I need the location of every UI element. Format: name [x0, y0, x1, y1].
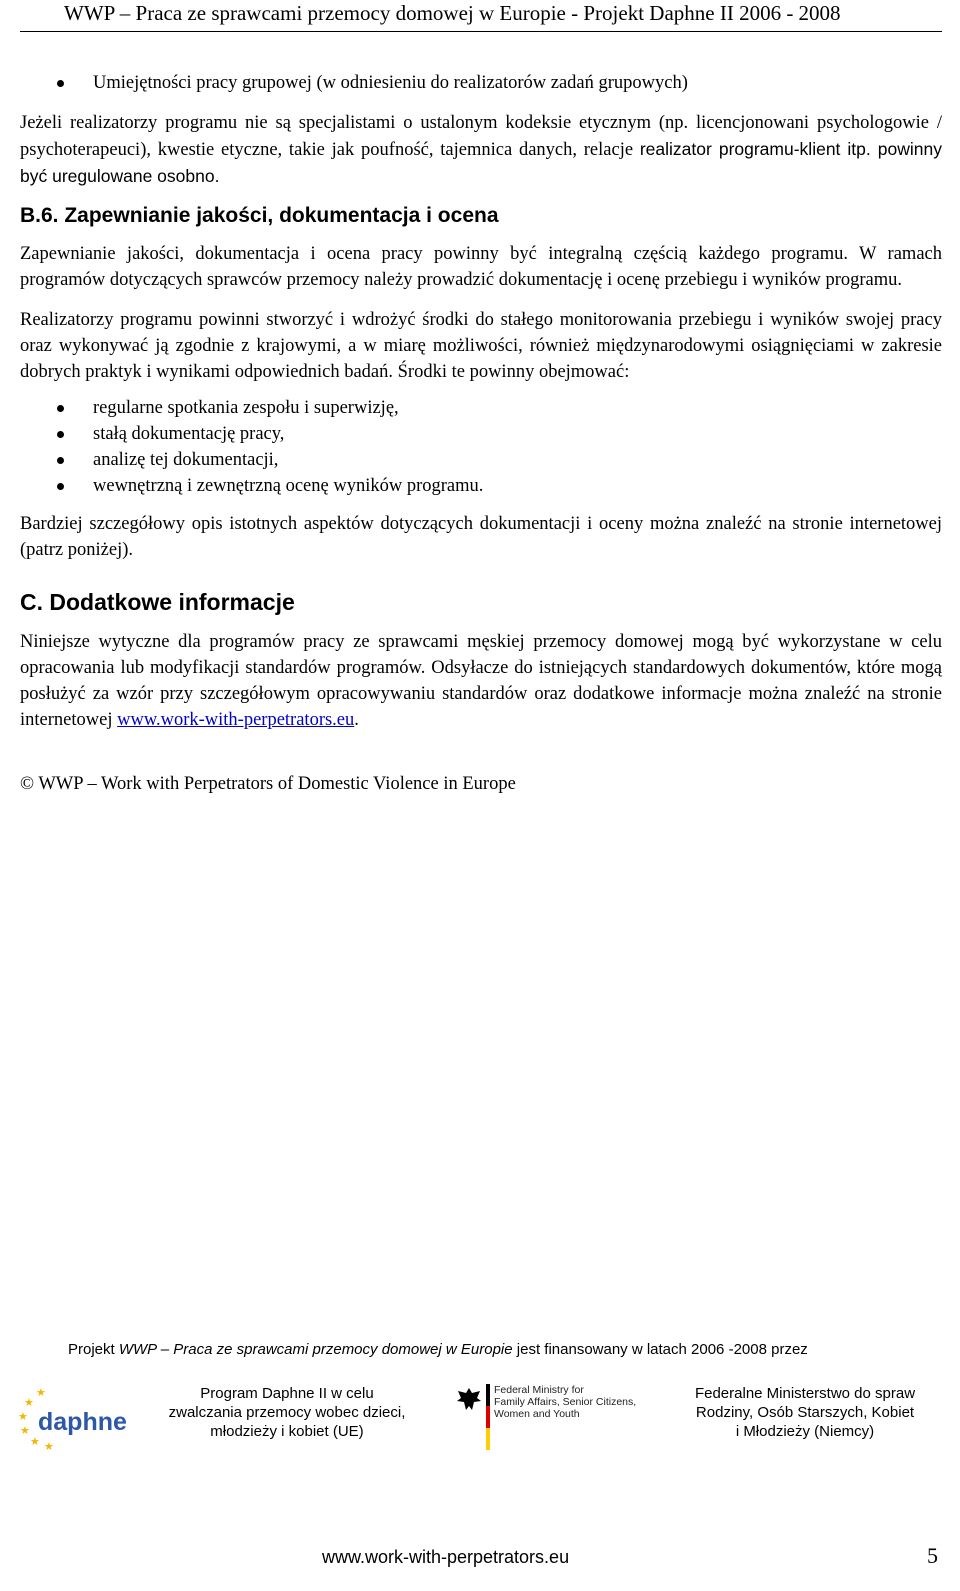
ministry-logo-line: Women and Youth	[494, 1408, 580, 1420]
list-item-text: stałą dokumentację pracy,	[93, 424, 285, 444]
daphne-program-info	[152, 1384, 422, 1441]
monitoring-paragraph: Realizatorzy programu powinni stworzyć i wdrożyć środki do stałego monitorowania przebiegu i wyników swojej pracy oraz wykonywać ją zgodnie z krajowymi, a w miarę możliwości, również międzynarodowymi osiągnięciami w zakresie dobrych praktyk i wynikami odpowiednich badań. Środki te powinny obejmować:	[20, 310, 942, 382]
list-item	[20, 395, 942, 421]
daphne-line: młodzieży i kobiet (UE)	[210, 1423, 364, 1440]
svg-text:★: ★	[36, 1386, 46, 1399]
sentence-end: .	[354, 710, 359, 730]
ministry-logo-line: Federal Ministry for	[494, 1384, 584, 1396]
list-item-text: Umiejętności pracy grupowej (w odniesieniu do realizatorów zadań grupowych)	[93, 73, 688, 93]
website-link[interactable]: www.work-with-perpetrators.eu	[117, 710, 355, 730]
ministry-logo-text	[494, 1384, 636, 1420]
daphne-logo	[18, 1384, 136, 1452]
additional-info-paragraph	[20, 629, 942, 733]
running-header: WWP – Praca ze sprawcami przemocy domowej w Europie - Projekt Daphne II 2006 - 2008	[64, 1, 841, 25]
footer-website: www.work-with-perpetrators.eu	[322, 1547, 570, 1567]
daphne-logo-text: daphne	[38, 1408, 127, 1436]
svg-text:★: ★	[20, 1424, 30, 1437]
copyright-notice: © WWP – Work with Perpetrators of Domestic Violence in Europe	[20, 774, 516, 794]
svg-text:★: ★	[24, 1396, 34, 1409]
section-b6-heading: B.6. Zapewnianie jakości, dokumentacja i ocena	[20, 204, 499, 227]
details-paragraph: Bardziej szczegółowy opis istotnych aspektów dotyczących dokumentacji i oceny można znaleźć na stronie internetowej (patrz poniżej).	[20, 514, 942, 560]
list-item	[20, 421, 942, 447]
list-item-text: wewnętrzną i zewnętrzną ocenę wyników programu.	[93, 476, 484, 496]
header-divider	[20, 31, 942, 32]
ethics-text: Jeżeli realizatorzy programu nie są specjalistami o ustalonym kodeksie etycznym (np. licencjonowani psychologowie / psychoterapeuci), kwestie etyczne, takie jak poufność, tajemnica danych, relacje	[20, 113, 942, 160]
eagle-icon	[456, 1386, 482, 1414]
ministry-line: Rodziny, Osób Starszych, Kobiet	[695, 1404, 915, 1421]
ethics-paragraph	[20, 110, 942, 190]
funding-statement	[68, 1340, 928, 1360]
federal-ministry-logo	[448, 1378, 648, 1458]
daphne-line: Program Daphne II w celu	[200, 1385, 374, 1402]
bullet-icon	[57, 431, 64, 438]
list-item	[20, 447, 942, 473]
ministry-line: i Młodzieży (Niemcy)	[735, 1423, 875, 1440]
bullet-icon	[57, 80, 64, 87]
list-item-text: regularne spotkania zespołu i superwizję,	[93, 398, 399, 418]
section-c-heading: C. Dodatkowe informacje	[20, 589, 295, 615]
federal-ministry-info	[670, 1384, 940, 1441]
list-item-text: analizę tej dokumentacji,	[93, 450, 279, 470]
german-flag-bar	[486, 1384, 490, 1450]
bullet-icon	[57, 405, 64, 412]
additional-info-text: Niniejsze wytyczne dla programów pracy ze sprawcami męskiej przemocy domowej mogą być wykorzystane w celu opracowania lub modyfikacji standardów programów. Odsyłacze do istniejących standardowych dokumentów, które mogą posłużyć za wzór przy szczegółowym opracowywaniu standardów oraz dodatkowe informacje można znaleźć na stronie internetowej	[20, 632, 942, 730]
measures-list	[20, 395, 942, 499]
bullet-icon	[57, 457, 64, 464]
page-content	[20, 70, 942, 797]
ethics-text-sans: realizator programu-klient itp. powinny być uregulowane osobno.	[20, 139, 942, 186]
list-item	[20, 473, 942, 499]
daphne-line: zwalczania przemocy wobec dzieci,	[168, 1404, 406, 1421]
funding-prefix: Projekt	[68, 1341, 119, 1358]
top-bullet-list	[20, 70, 942, 96]
bullet-icon	[57, 483, 64, 490]
svg-text:★: ★	[44, 1440, 54, 1452]
svg-text:★: ★	[18, 1410, 28, 1423]
ministry-logo-line: Family Affairs, Senior Citizens,	[494, 1396, 637, 1408]
list-item	[20, 70, 942, 96]
funding-suffix: jest finansowany w latach 2006 -2008 przez	[512, 1341, 808, 1358]
funding-project-name: WWP – Praca ze sprawcami przemocy domowej w Europie	[118, 1341, 513, 1358]
page-number: 5	[927, 1543, 938, 1568]
quality-paragraph: Zapewnianie jakości, dokumentacja i ocena pracy powinny być integralną częścią każdego programu. W ramach programów dotyczących sprawców przemocy należy prowadzić dokumentację i ocenę przebiegu i wyników programu.	[20, 244, 942, 290]
ministry-line: Federalne Ministerstwo do spraw	[694, 1385, 916, 1402]
daphne-logo-graphic	[18, 1384, 136, 1452]
svg-text:★: ★	[30, 1435, 40, 1448]
